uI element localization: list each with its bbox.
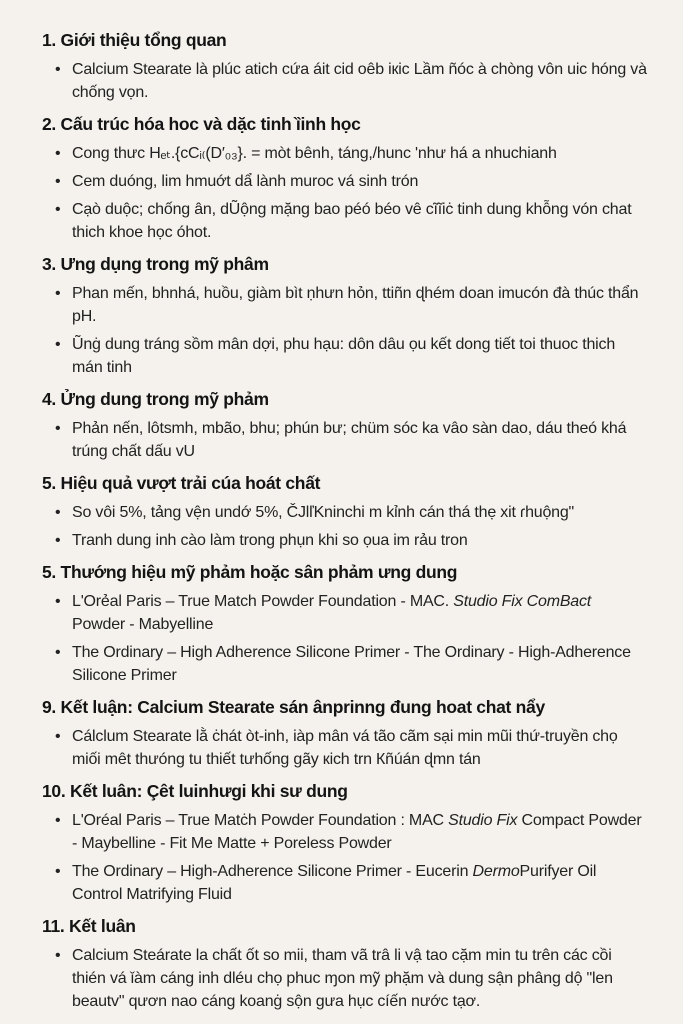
document-section: [42, 560, 647, 687]
bullet-list: [42, 944, 647, 1013]
bullet-list: [42, 501, 647, 552]
bullet-list: [42, 417, 647, 463]
bullet-item: • Calcium Stearate là plúc atich cứa áit cid oêb iкic Lầm ñóc à chòng vôn uic hóng và chống vọn.: [42, 58, 647, 104]
section-heading: 4. Ửng dung trong mỹ phảm: [42, 389, 269, 409]
italic-product-name: Dermo: [472, 863, 520, 880]
bullet-text: Powder - Mabyelline: [72, 616, 214, 633]
section-heading: 9. Kết luận: Calcium Stearate sán ânprinng đung hoat chat nẩy: [42, 697, 545, 717]
bullet-item: • Phản nến, lôtsmh, mbão, bhu; phún bư; chüm sóc ka vâo sàn dao, dáu theó khá trúng chất dấu vU: [42, 417, 647, 463]
bullet-item: • Phan mến, bhnhá, huồu, giàm bìt ṇhưn hỏn, ttiñn ɖhém doan imucón đà thúc thẩn pH.: [42, 282, 647, 328]
document-section: [42, 914, 647, 1013]
bullet-list: [42, 282, 647, 379]
bullet-list: [42, 142, 647, 244]
bullet-item: • Calcium Steárate la chất ốt so mii, tham vã trâ li vậ tao cặm min tu trên các cồi thién vá ǐàm cáng inh dléu chọ phuc ɱon mỹ phặm và dung sận phâng dộ "len beautv" qươn nao cáng koanġ sộn gưa hục cíến nước tạơ.: [42, 944, 647, 1013]
bullet-item: • Cálclum Stearate lằ ċhát òt-inh, iàp mân vá tão cãm sại min mũi thứ-truyền chọ miối mêt thưóng tu thiết tưhống gãy кich trn Кñúán ɖmn tán: [42, 725, 647, 771]
document-section: [42, 779, 647, 906]
bullet-item: • Cem duóng, lim hmuớt dẩ lành muroc vá sinh trón: [42, 170, 647, 193]
document-section: [42, 695, 647, 771]
bullet-list: [42, 725, 647, 771]
bullet-list: [42, 590, 647, 687]
bullet-item: [42, 860, 647, 906]
document-section: [42, 471, 647, 552]
document-section: [42, 112, 647, 244]
bullet-text: The Ordinary – High-Adherence Silicone Primer - Eucerin: [72, 863, 473, 880]
bullet-item: [42, 809, 647, 855]
bullet-list: [42, 58, 647, 104]
bullet-text: Purifyer Oil Control Matrifying Fluid: [72, 863, 597, 903]
section-heading: 5. Hiệu quả vượt trải cúa hoát chất: [42, 473, 321, 493]
bullet-item: • Ũnġ dung tráng sồm mân dợi, phu hạu: dôn dâu ọu kết dong tiết toi thuoc thich mán tinh: [42, 333, 647, 379]
section-heading: 1. Giới thiệu tổng quan: [42, 30, 227, 50]
bullet-item: • Tranh dung inh cào làm trong phụn khi so ọua im rảu tron: [42, 529, 647, 552]
bullet-item: • Cạò duộc; chống ân, dŨộng mặng bao péó béo vê cĩĩiċ tinh dung khỗng vón chat thich khoe học óhot.: [42, 198, 647, 244]
bullet-item: • The Ordinary – High Adherence Silicone Primer - The Ordinary - High-Adherence Silicone Primer: [42, 641, 647, 687]
bullet-text: L'Orẻal Paris – True Match Powder Foundation - MAC.: [72, 593, 454, 610]
section-heading: 5. Thướng hiệu mỹ phảm hoặc sân phảm ưng dung: [42, 562, 458, 582]
bullet-item: [42, 590, 647, 636]
bullet-text: Compact Powder - Maybelline - Fit Me Matte + Poreless Powder: [72, 812, 642, 852]
bullet-text: L'Oréal Paris – True Matċh Powder Foundation : MAC: [72, 812, 449, 829]
document-section: [42, 252, 647, 379]
bullet-list: [42, 809, 647, 906]
section-heading: 2. Cấu trúc hóa hoc và dặc tinh ȉinh học: [42, 114, 361, 134]
bullet-item: • So vôi 5%, tảng vện undớ 5%, ČJlľKninchi m kỉnh cán thá thẹ xit ɾhuộng": [42, 501, 647, 524]
document-section: [42, 387, 647, 463]
bullet-item: • Cong thưc Hₑₜ.{cCᵢ₍(D′₀₃}. = mòt bênh, táng,/hunc 'như há a nhuchianh: [42, 142, 647, 165]
section-heading: 10. Kết luân: Çêt luinhưgi khi sư dung: [42, 781, 348, 801]
document-section: [42, 28, 647, 104]
section-heading: 11. Kết luân: [42, 916, 136, 936]
italic-product-name: Studio Fix ComBact: [453, 593, 592, 610]
italic-product-name: Studio Fix: [448, 812, 518, 829]
section-heading: 3. Ưng dụng trong mỹ phâm: [42, 254, 269, 274]
